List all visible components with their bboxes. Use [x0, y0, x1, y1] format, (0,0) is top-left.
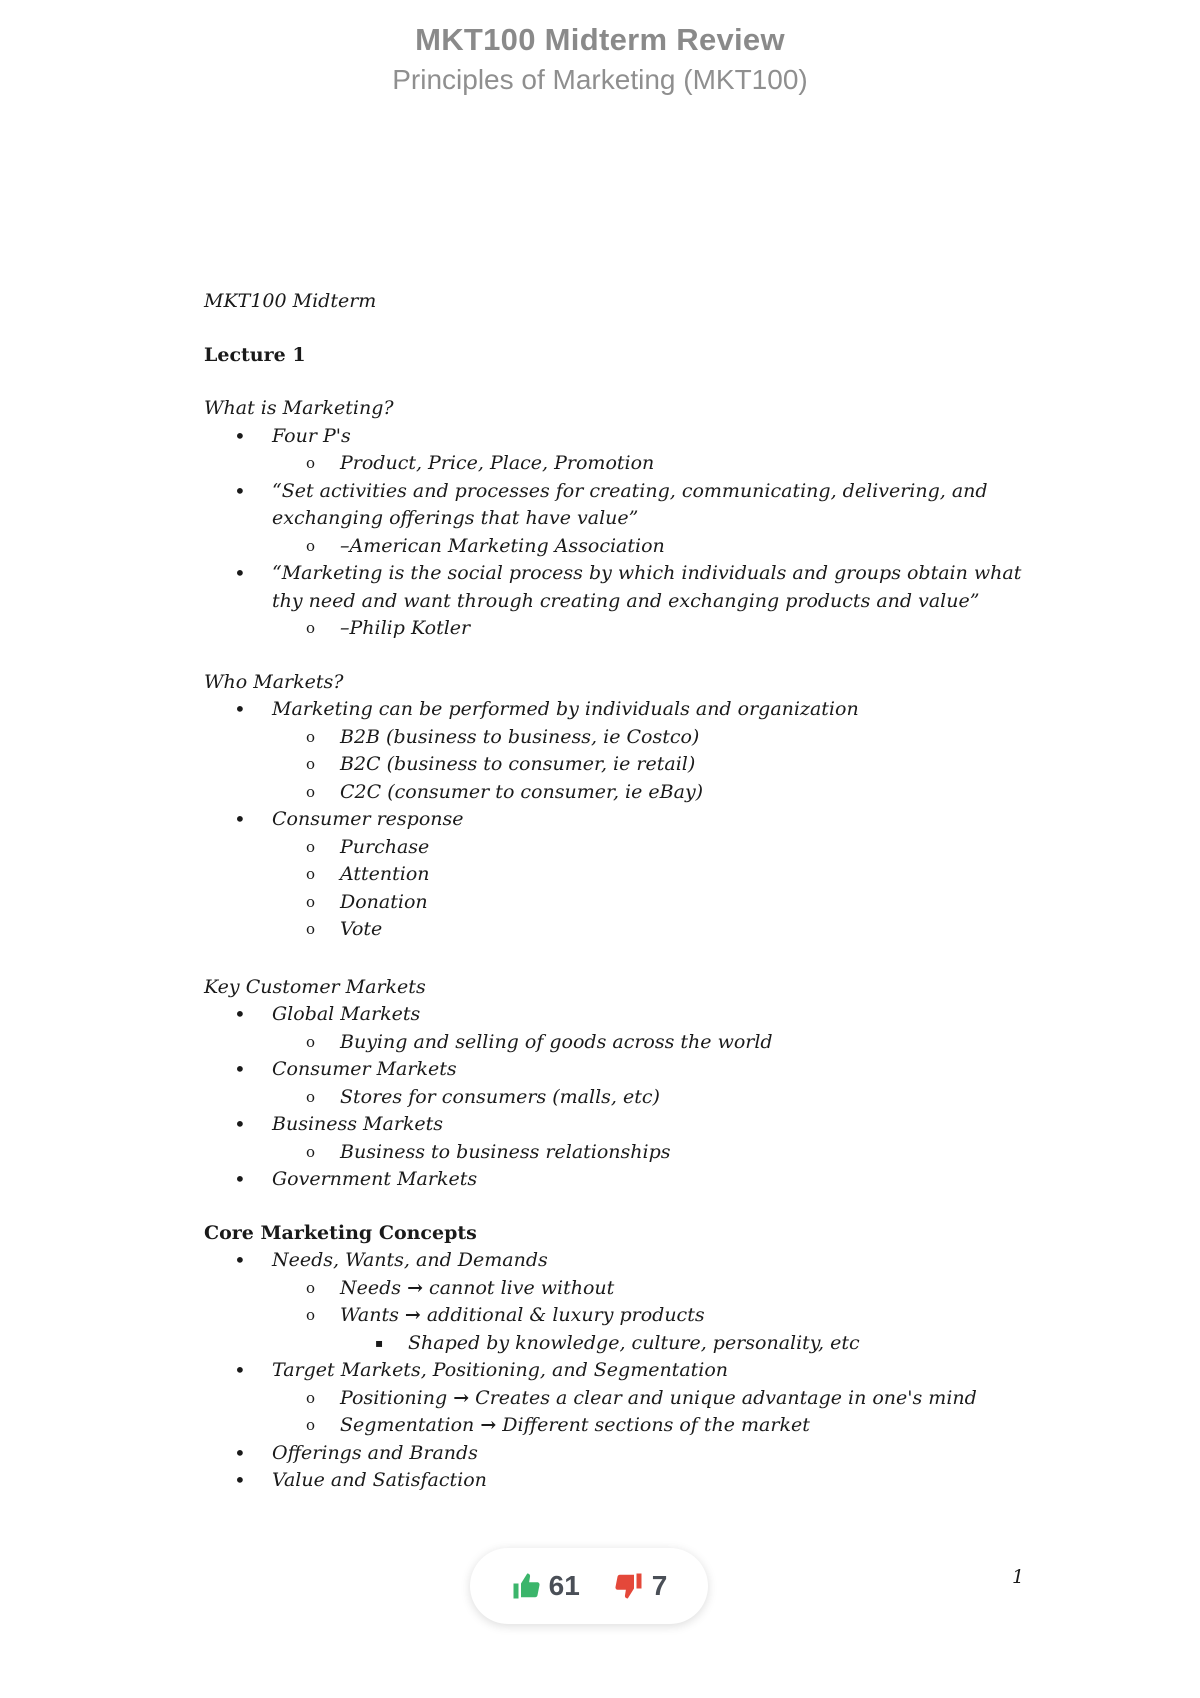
list-item — [204, 834, 1024, 862]
bullet-marker: o — [306, 892, 316, 911]
bullet-marker: o — [306, 619, 316, 637]
list-item-term: Wants — [340, 1304, 399, 1326]
list-item — [204, 1385, 1024, 1413]
list-item — [204, 724, 1024, 752]
list-item-text: B2B (business to business, ie Costco) — [340, 725, 700, 748]
bullet-marker: • — [234, 1358, 246, 1382]
bullet-marker: o — [306, 1416, 316, 1434]
thumbs-down-icon — [614, 1571, 644, 1601]
bullet-marker: o — [306, 920, 316, 938]
list-item — [204, 450, 1024, 478]
bullet-marker: • — [234, 561, 246, 585]
list-item-text: Value and Satisfaction — [272, 1469, 487, 1491]
section-title: Who Markets? — [204, 670, 344, 693]
bullet-marker: o — [306, 865, 316, 883]
list-item — [204, 1029, 1024, 1057]
bullet-marker: o — [306, 454, 316, 472]
bullet-marker: o — [306, 1306, 316, 1324]
list-item — [204, 1166, 1024, 1194]
list-item — [204, 1440, 1024, 1468]
list-item-text: Attention — [340, 863, 430, 885]
list-item — [204, 696, 1024, 724]
list-item — [204, 1111, 1024, 1139]
list-item — [204, 1302, 1024, 1330]
list-item — [204, 533, 1024, 561]
list-item-text: Stores for consumers (malls, etc) — [340, 1085, 660, 1108]
lecture-heading: Lecture 1 — [204, 343, 306, 366]
list-item-text: Business Markets — [272, 1113, 444, 1135]
bullet-marker: o — [306, 727, 316, 746]
list-item — [204, 889, 1024, 917]
list-item — [204, 1084, 1024, 1112]
list-item-text: “Marketing is the social process by which individuals and groups obtain what — [272, 562, 1022, 584]
bullet-marker: o — [306, 1278, 316, 1297]
bullet-marker: • — [234, 1468, 246, 1492]
list-item-text: Product, Price, Place, Promotion — [340, 452, 655, 474]
list-item-text: Purchase — [340, 835, 430, 858]
bullet-marker: o — [306, 1142, 316, 1161]
bullet-marker: o — [306, 1032, 316, 1051]
list-item-term: Needs — [340, 1276, 402, 1299]
list-item — [204, 1275, 1024, 1303]
bullet-marker: ▪ — [375, 1335, 384, 1350]
list-item-text: C2C (consumer to consumer, ie eBay) — [340, 780, 704, 803]
list-item-text: Four P's — [272, 424, 351, 447]
document-subtitle: Principles of Marketing (MKT100) — [392, 64, 808, 95]
list-item-continuation: thy need and want through creating and exchanging products and value” — [272, 589, 980, 612]
list-item — [204, 751, 1024, 779]
list-item-text: Buying and selling of goods across the world — [340, 1030, 773, 1053]
list-item-text: Target Markets, Positioning, and Segmentation — [272, 1359, 729, 1381]
list-item-text: B2C (business to consumer, ie retail) — [340, 753, 696, 775]
bullet-marker: • — [234, 1057, 246, 1081]
dislike-count: 7 — [651, 1570, 668, 1601]
bullet-marker: • — [234, 1112, 246, 1136]
document-title: MKT100 Midterm Review — [415, 22, 785, 57]
bullet-marker: • — [234, 1002, 246, 1026]
bullet-marker: o — [306, 1388, 316, 1407]
vote-widget — [470, 1548, 708, 1624]
list-item-text: Business to business relationships — [340, 1140, 671, 1163]
list-item — [204, 1412, 1024, 1440]
thumbs-up-icon — [511, 1571, 541, 1601]
section-title: What is Marketing? — [204, 397, 394, 419]
bullet-marker: • — [234, 1167, 246, 1191]
bullet-marker: • — [234, 1248, 246, 1272]
list-item-text: Marketing can be performed by individuals and organization — [272, 698, 859, 720]
list-item — [204, 1467, 1024, 1495]
bullet-marker: • — [234, 697, 246, 721]
list-item-text: –American Marketing Association — [340, 534, 665, 557]
section-title: Key Customer Markets — [204, 975, 426, 998]
list-item — [204, 916, 1024, 944]
list-item — [204, 1139, 1024, 1167]
list-item — [204, 779, 1024, 807]
bullet-marker: • — [234, 478, 246, 503]
bullet-marker: o — [306, 837, 316, 856]
intro-line: MKT100 Midterm — [204, 290, 377, 312]
list-item — [204, 1357, 1024, 1385]
list-item-text: Global Markets — [272, 1003, 421, 1025]
like-count: 61 — [548, 1570, 580, 1601]
list-item-text: Needs, Wants, and Demands — [272, 1249, 548, 1271]
list-item-text: Donation — [340, 890, 428, 913]
list-item-definition: additional & luxury products — [426, 1304, 705, 1326]
list-item — [204, 1056, 1024, 1084]
list-item-text: “Set activities and processes for creating, communicating, delivering, and — [272, 479, 988, 502]
list-item-text: Government Markets — [272, 1168, 478, 1190]
document-header — [0, 22, 1200, 96]
list-item — [204, 1330, 1024, 1358]
list-item — [204, 560, 1024, 588]
list-item-term: Positioning — [340, 1386, 448, 1409]
list-item — [204, 1247, 1024, 1275]
list-item-definition: Creates a clear and unique advantage in one's mind — [475, 1386, 977, 1409]
list-item-term: Segmentation — [340, 1414, 475, 1436]
list-item-text: Consumer Markets — [272, 1058, 457, 1080]
bullet-marker: • — [234, 1440, 246, 1465]
list-item-text: Consumer response — [272, 808, 464, 830]
document-body — [204, 288, 1024, 1495]
bullet-marker: • — [234, 807, 246, 831]
bullet-marker: • — [234, 423, 246, 448]
arrow-icon: → — [480, 1414, 497, 1436]
list-item-definition: cannot live without — [429, 1276, 615, 1299]
list-item-text: Shaped by knowledge, culture, personality, etc — [408, 1331, 860, 1354]
page-number: 1 — [1012, 1566, 1025, 1588]
bullet-marker: o — [306, 755, 316, 773]
arrow-icon: → — [407, 1276, 423, 1299]
list-item — [204, 861, 1024, 889]
bullet-marker: o — [306, 1087, 316, 1106]
bullet-marker: o — [306, 782, 316, 801]
list-item-text: Vote — [340, 918, 383, 940]
list-item — [204, 806, 1024, 834]
list-item — [204, 478, 1024, 506]
like-button[interactable] — [511, 1570, 580, 1602]
arrow-icon: → — [453, 1386, 470, 1409]
list-item — [204, 423, 1024, 451]
list-item-definition: Different sections of the market — [502, 1414, 810, 1436]
list-item-continuation: exchanging offerings that have value” — [272, 507, 639, 529]
list-item — [204, 1001, 1024, 1029]
section-heading: Core Marketing Concepts — [204, 1221, 477, 1244]
list-item-text: Offerings and Brands — [272, 1441, 478, 1464]
list-item — [204, 615, 1024, 643]
list-item-text: –Philip Kotler — [340, 617, 471, 639]
bullet-marker: o — [306, 536, 316, 555]
arrow-icon: → — [404, 1304, 421, 1326]
dislike-button[interactable] — [614, 1570, 668, 1602]
